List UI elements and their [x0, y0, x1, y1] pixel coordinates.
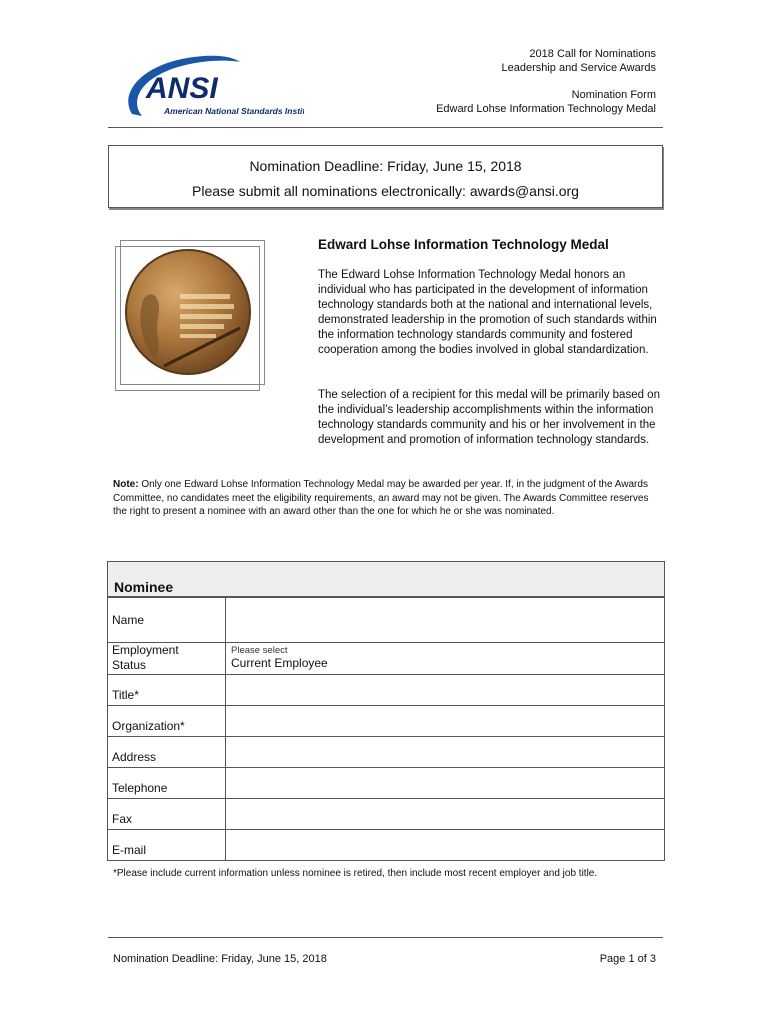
telephone-label-cell [108, 768, 226, 798]
call-line2: Leadership and Service Awards [501, 62, 656, 74]
fax-field[interactable] [226, 799, 664, 829]
employment-status-label: Employment Status [112, 643, 179, 672]
fax-label-cell [108, 799, 226, 829]
title-field[interactable] [226, 675, 664, 705]
title-label-cell [108, 675, 226, 705]
note-text: Only one Edward Lohse Information Technology Medal may be awarded per year. If, in the judgment of the Awards Committee, no candidates meet the eligibility requirements, an award may not be given. The Awards Committee reserves the right to present a nominee with an award other than the one for which he or she was nominated. [113, 479, 649, 517]
telephone-field[interactable] [226, 768, 664, 798]
select-hint: Please select [231, 645, 288, 656]
medal-image [124, 248, 252, 376]
deadline-text: Nomination Deadline: Friday, June 15, 2018 [249, 158, 522, 174]
organization-label-cell [108, 706, 226, 736]
organization-label: Organization* [112, 719, 185, 733]
table-row [108, 736, 664, 767]
employment-status-value: Current Employee [231, 656, 328, 670]
selection-criteria: The selection of a recipient for this medal will be primarily based on the individual’s leadership accomplishments within the information technology standards community and his or her involvement in the development and promotion of information technology standards. [318, 389, 660, 446]
footer-divider [108, 937, 663, 938]
header-divider [108, 127, 663, 128]
logo-subtext: American National Standards Institute [164, 106, 304, 116]
table-row [108, 798, 664, 829]
note-paragraph [113, 478, 658, 519]
table-row [108, 674, 664, 705]
organization-field[interactable] [226, 706, 664, 736]
address-label: Address [112, 750, 157, 764]
table-row [108, 705, 664, 736]
medal-description: The Edward Lohse Information Technology Medal honors an individual who has participated in the development of information technology standards both at the national and international levels, demonstrated leadership in the promotion of such standards within the information technology standards community and fostered cooperation among the bodies involved in global standardization. [318, 269, 657, 356]
deadline-box [108, 145, 663, 208]
page-number: Page 1 of 3 [599, 953, 656, 965]
nominee-heading: Nominee [114, 579, 174, 595]
footnote: *Please include current information unless nominee is retired, then include most recent employer and job title. [113, 868, 598, 879]
ansi-logo [124, 52, 304, 122]
employment-status-label-cell [108, 643, 226, 674]
address-label-cell [108, 737, 226, 767]
employment-status-select[interactable] [226, 643, 664, 674]
name-label: Name [112, 613, 145, 627]
form-line1: Nomination Form [571, 89, 656, 101]
footer-deadline: Nomination Deadline: Friday, June 15, 2018 [113, 953, 327, 965]
nominee-header [108, 562, 664, 597]
email-label: E-mail [112, 843, 147, 857]
name-label-cell [108, 598, 226, 642]
telephone-label: Telephone [112, 781, 168, 795]
medal-title: Edward Lohse Information Technology Medal [318, 237, 609, 252]
address-field[interactable] [226, 737, 664, 767]
name-field[interactable] [226, 598, 664, 642]
title-label: Title* [112, 688, 139, 702]
table-row [108, 642, 664, 674]
table-row [108, 597, 664, 642]
table-row [108, 767, 664, 798]
logo-wordmark: ANSI [146, 72, 218, 105]
table-row [108, 829, 664, 860]
form-header [436, 88, 656, 116]
call-header [501, 47, 656, 75]
email-label-cell [108, 830, 226, 860]
call-line1: 2018 Call for Nominations [529, 48, 656, 60]
note-label: Note: [113, 479, 139, 490]
form-line2: Edward Lohse Information Technology Medal [436, 103, 656, 115]
submit-instructions: Please submit all nominations electronically: awards@ansi.org [192, 183, 579, 199]
email-field[interactable] [226, 830, 664, 860]
fax-label: Fax [112, 812, 133, 826]
nominee-table [107, 561, 665, 861]
